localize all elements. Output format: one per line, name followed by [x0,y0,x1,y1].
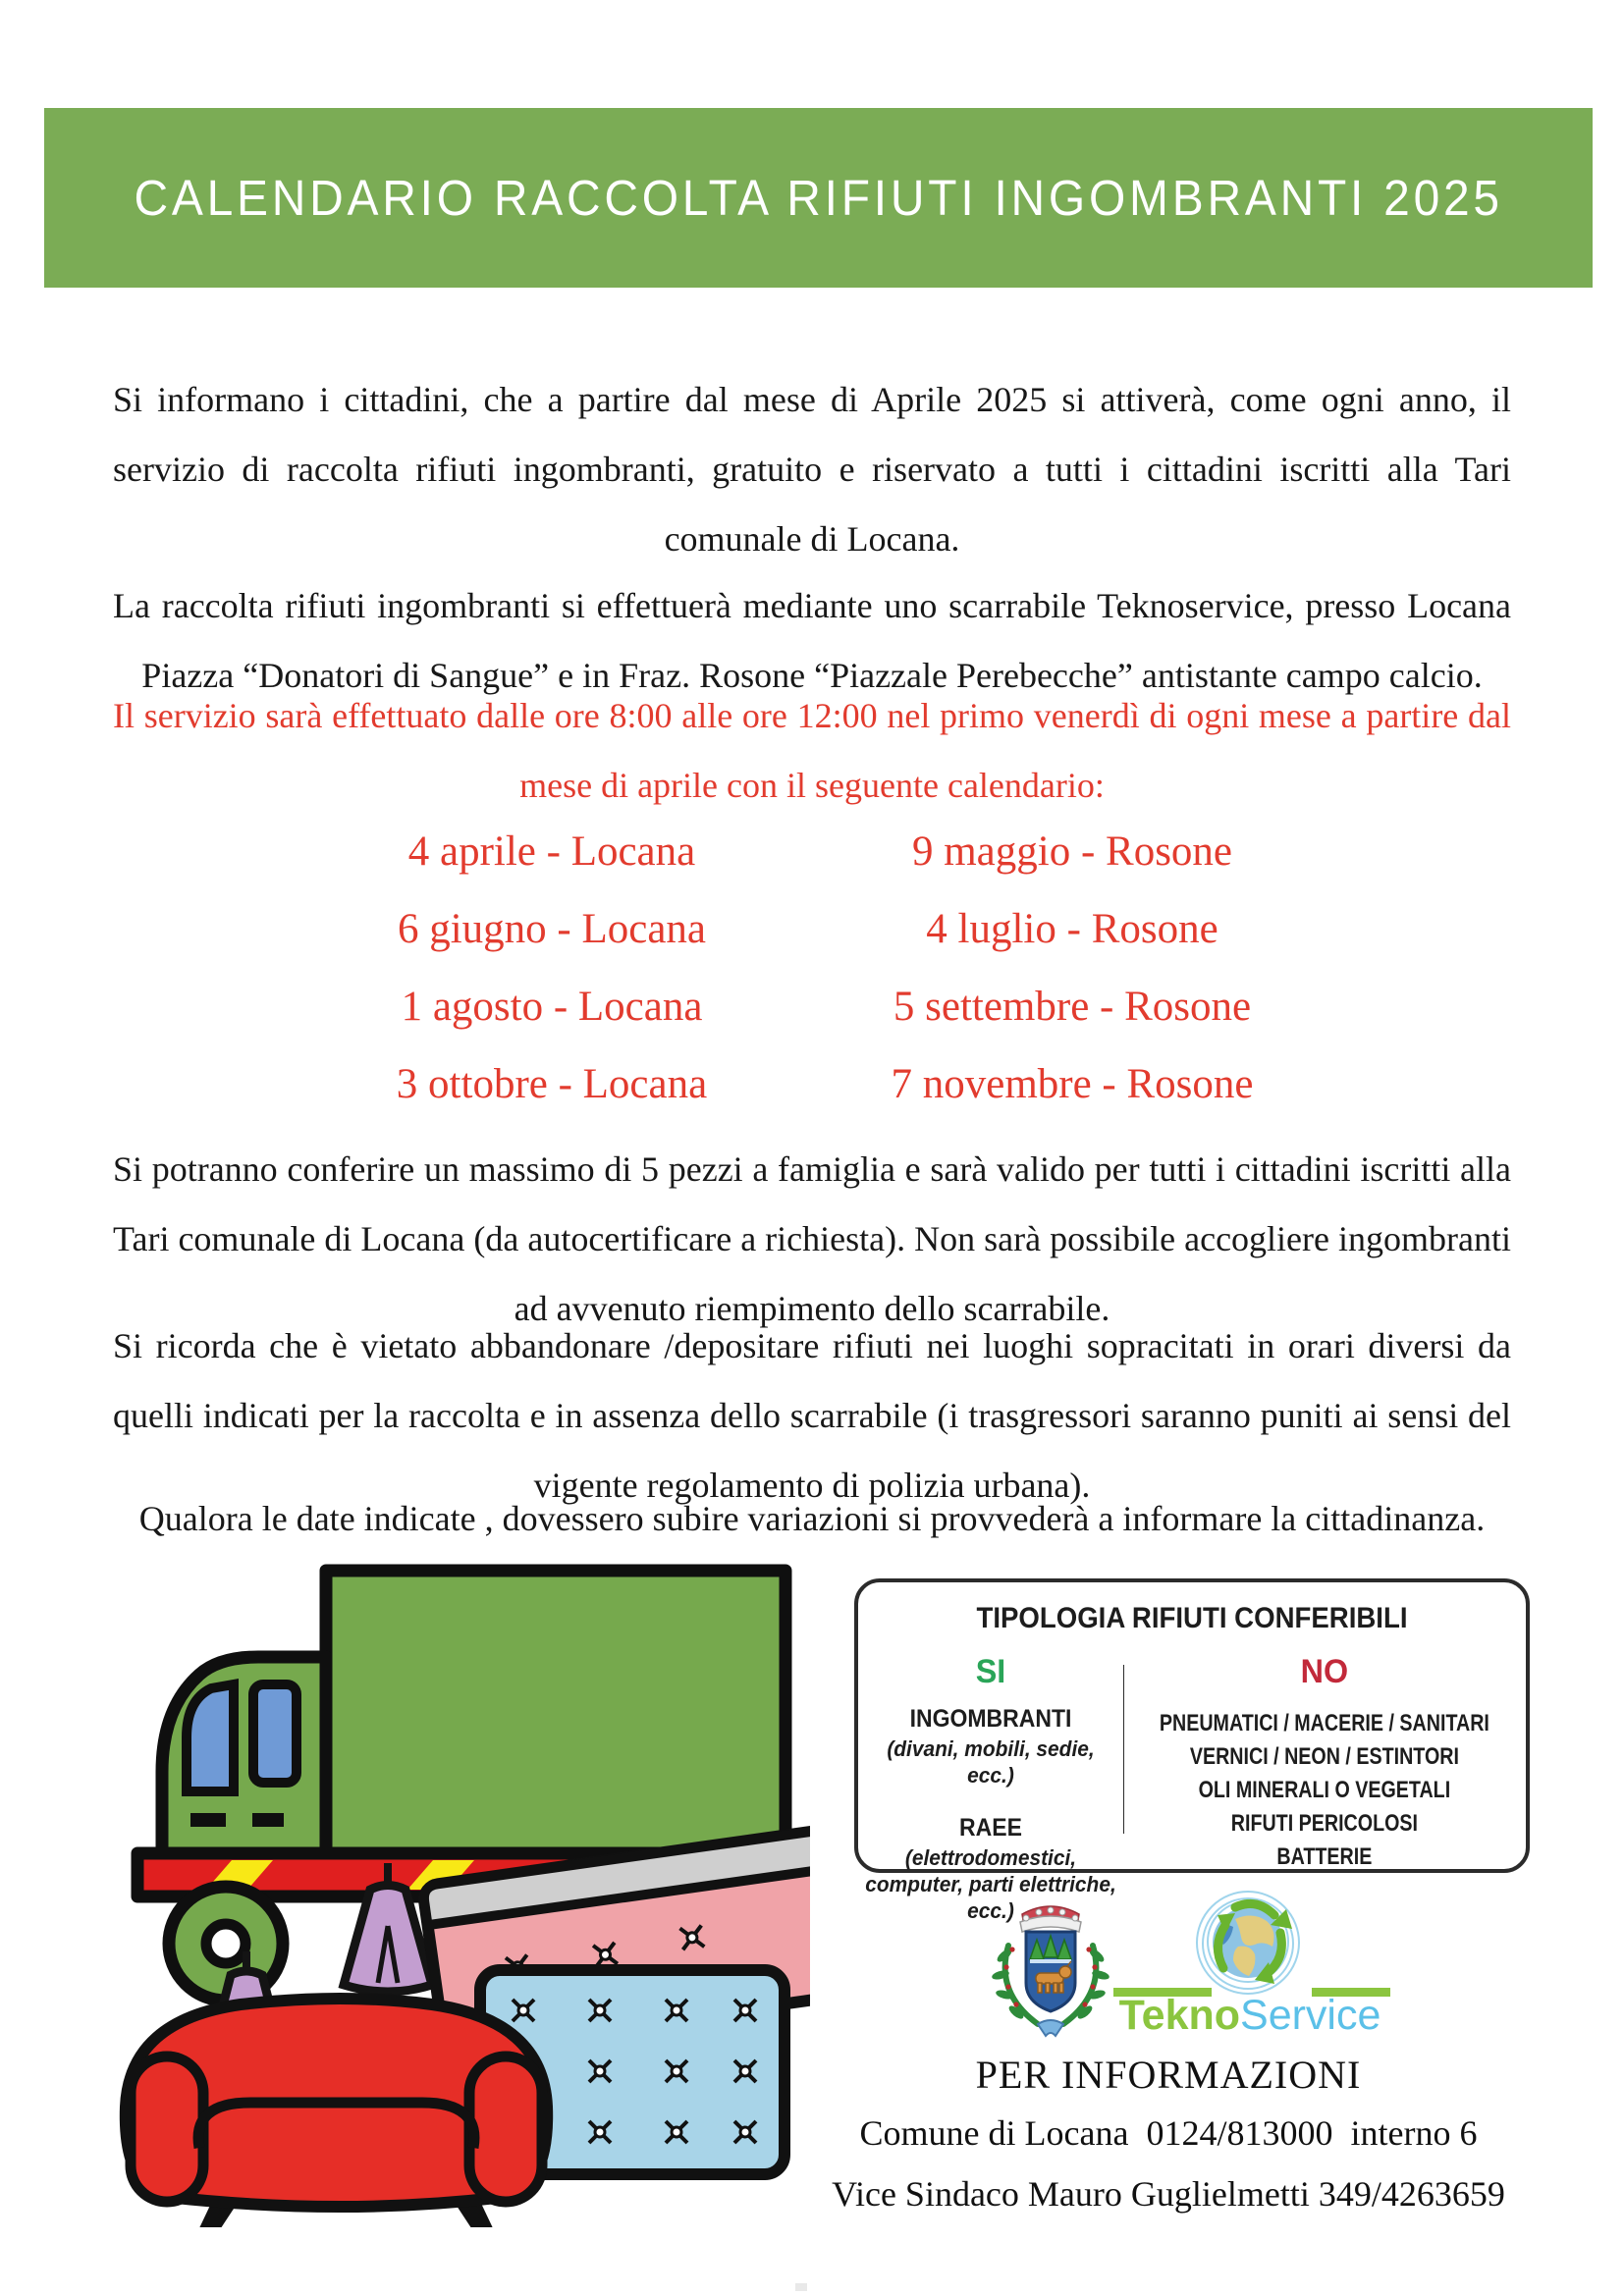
teknoservice-logo [1108,1890,1392,2042]
paragraph-location: La raccolta rifiuti ingombranti si effettuerà mediante uno scarrabile Teknoservice, presso Locana Piazza “Donatori di Sangue” e in Fraz. Rosone “Piazzale Perebecche” antistante campo calcio. [113,586,1511,695]
contact-municipality: Comune di Locana 0124/813000 interno 6 [859,2113,1478,2153]
forbidden-item: PNEUMATICI / MACERIE / SANITARI [1160,1710,1490,1736]
red-sofa [126,1999,547,2226]
waste-types-title: TIPOLOGIA RIFIUTI CONFERIBILI [976,1602,1408,1634]
allowed-label: SI [975,1653,1006,1690]
paragraph-schedule-notice: Il servizio sarà effettuato dalle ore 8:00 alle ore 12:00 nel primo venerdì di ogni mese a partire dal mese di aprile con il seguente calendario: [113,696,1511,805]
locana-coat-of-arms [987,1895,1114,2044]
allowed-entry-detail: (elettrodomestici, computer, parti elettriche, ecc.) [865,1845,1116,1923]
waste-types-box [854,1578,1530,1923]
forbidden-label: NO [1300,1653,1349,1690]
contact-vice-mayor: Vice Sindaco Mauro Guglielmetti 349/4263659 [832,2174,1505,2214]
calendar-date: 4 luglio - Rosone [926,906,1218,952]
forbidden-item: RIFUTI PERICOLOSI [1230,1810,1419,1837]
page-title: CALENDARIO RACCOLTA RIFIUTI INGOMBRANTI 2025 [134,170,1503,226]
calendar-date: 6 giugno - Locana [397,906,707,952]
allowed-column [858,1651,1123,1923]
waste-types-columns [858,1651,1526,1923]
collection-calendar [292,813,1332,1123]
forbidden-item: BATTERIE [1276,1843,1373,1870]
tekno-word: Tekno [1118,1992,1241,2039]
teknoservice-wordmark [1108,1992,1392,2040]
paragraph-warning: Si ricorda che è vietato abbandonare /depositare rifiuti nei luoghi sopracitati in orari diversi da quelli indicati per la raccolta e in assenza dello scarrabile (i trasgressori saranno puniti ai sensi del vigente regolamento di polizia urbana). [113,1326,1511,1505]
garbage-truck-icon [93,1561,810,2238]
forbidden-item: VERNICI / NEON / ESTINTORI [1190,1743,1460,1770]
info-heading: PER INFORMAZIONI [975,2053,1362,2097]
paragraph-changes: Qualora le date indicate , dovessero subire variazioni si provvederà a informare la cittadinanza. [138,1499,1486,1538]
recycle-globe-icon [1184,1890,1312,1996]
paragraph-limits: Si potranno conferire un massimo di 5 pezzi a famiglia e sarà valido per tutti i cittadini iscritti alla Tari comunale di Locana (da autocertificare a richiesta). Non sarà possibile accogliere ingombranti ad avvenuto riempimento dello scarrabile. [113,1149,1511,1328]
forbidden-item: OLI MINERALI O VEGETALI [1198,1777,1451,1803]
allowed-entry-name: INGOMBRANTI [909,1705,1072,1733]
service-word: Service [1240,1992,1381,2039]
header-banner [44,108,1593,288]
calendar-date: 5 settembre - Rosone [893,984,1252,1030]
allowed-entry-detail: (divani, mobili, sedie, ecc.) [887,1736,1095,1788]
calendar-date: 1 agosto - Locana [401,984,703,1030]
calendar-date: 4 aprile - Locana [407,828,696,875]
paragraph-intro: Si informano i cittadini, che a partire dal mese di Aprile 2025 si attiverà, come ogni anno, il servizio di raccolta rifiuti ingombranti, gratuito e riservato a tutti i cittadini iscritti alla Tari comunale di Locana. [113,380,1511,559]
coat-of-arms-icon [987,1895,1114,2044]
allowed-entry-name: RAEE [959,1814,1022,1842]
forbidden-column [1123,1651,1526,1870]
forbidden-list [1123,1707,1526,1874]
calendar-date: 7 novembre - Rosone [891,1061,1254,1107]
calendar-date: 9 maggio - Rosone [911,828,1233,875]
truck-furniture-illustration [93,1561,810,2238]
page-fold-mark [795,2283,807,2291]
calendar-date: 3 ottobre - Locana [396,1061,708,1107]
